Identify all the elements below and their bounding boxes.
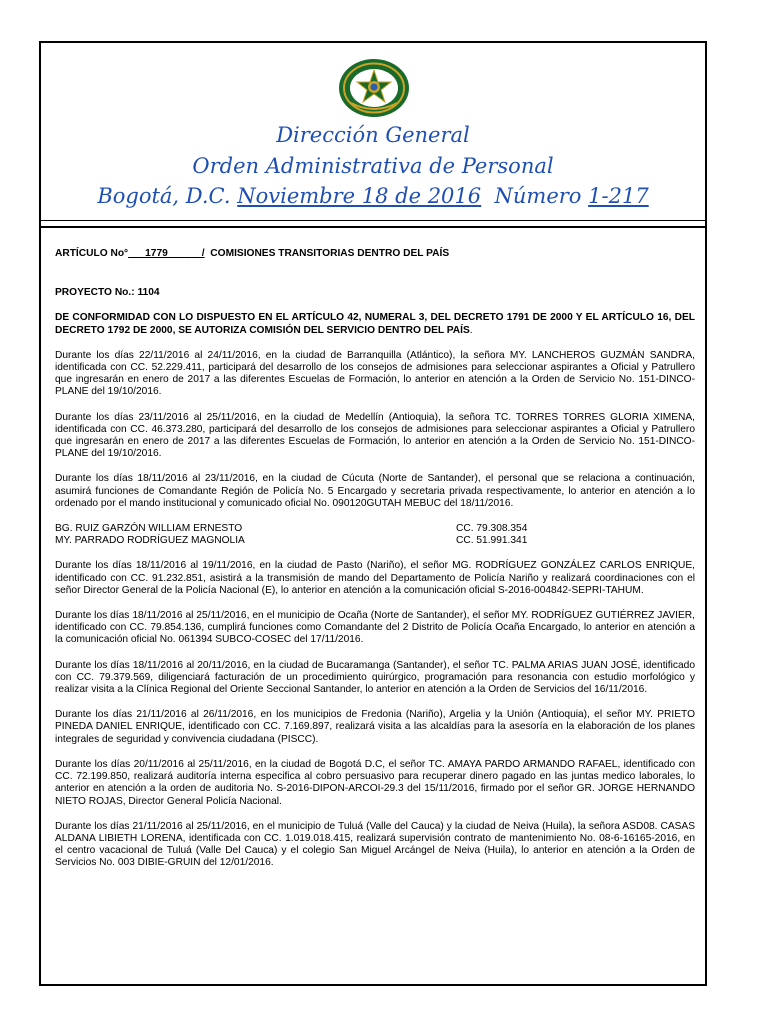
document-body — [55, 248, 695, 883]
article-separator: ___/ — [184, 248, 205, 259]
roster-name: MY. PARRADO RODRÍGUEZ MAGNOLIA — [55, 535, 245, 547]
paragraph: Durante los días 22/11/2016 al 24/11/2016, en la ciudad de Barranquilla (Atlántico), la señora MY. LANCHEROS GUZMÁN SANDRA, identificada con CC. 52.229.411, participará del desarrollo de los consejos de admisiones para seleccionar aspirantes a Oficial y Patrullero que ingresarán en enero de 2017 a las diferentes Escuelas de Formación, lo anterior en atención a la Orden de Servicio No. 151-DINCO-PLANE del 19/10/2016. — [55, 349, 695, 398]
header-number: 1-217 — [588, 184, 649, 208]
paragraph: Durante los días 18/11/2016 al 23/11/2016, en la ciudad de Cúcuta (Norte de Santander), el personal que se relaciona a continuación, asumirá funciones de Comandante Región de Policía No. 5 Encargado y secretaria privada respectivamente, lo anterior en atención a lo ordenado por el mando institucional y comunicado oficial No. 090120GUTAH MEBUC del 18/11/2016. — [55, 473, 695, 509]
header-date-number — [41, 184, 705, 208]
article-number: ___1779___ — [128, 248, 185, 259]
paragraph: Durante los días 21/11/2016 al 26/11/2016, en los municipios de Fredonia (Nariño), Argelia y la Unión (Antioquia), el señor MY. PRIETO PINEDA DANIEL ENRIQUE, identificado con CC. 7.169.897, realizará visita a las alcaldías para la asesoría en la elaboración de los planes integrales de seguridad y convivencia ciudadana (PISCC). — [55, 709, 695, 745]
roster-row — [55, 523, 695, 535]
paragraph: Durante los días 23/11/2016 al 25/11/2016, en la ciudad de Medellín (Antioquia), la señora TC. TORRES TORRES GLORIA XIMENA, identificada con CC. 46.373.280, participará del desarrollo de los consejos de admisiones para seleccionar aspirantes a Oficial y Patrullero que ingresarán en enero de 2017 a las diferentes Escuelas de Formación, lo anterior en atención a la Orden de Servicio No. 151-DINCO-PLANE del 19/10/2016. — [55, 411, 695, 460]
roster-id: CC. 51.991.341 — [456, 535, 528, 547]
roster-row — [55, 535, 695, 547]
document-frame — [39, 41, 707, 986]
header-date: Noviembre 18 de 2016 — [237, 184, 482, 208]
preamble-end: . — [469, 324, 473, 336]
article-heading — [55, 248, 695, 260]
preamble-text: DE CONFORMIDAD CON LO DISPUESTO EN EL ARTÍCULO 42, NUMERAL 3, DEL DECRETO 1791 DE 2000 Y EL ARTÍCULO 16, DEL DECRETO 1792 DE 2000, SE AUTORIZA COMISIÓN DEL SERVICIO DENTRO DEL PAÍS — [55, 312, 695, 336]
header-subtitle: Orden Administrativa de Personal — [192, 154, 554, 178]
article-title: COMISIONES TRANSITORIAS DENTRO DEL PAÍS — [210, 248, 450, 259]
article-label: ARTÍCULO No° — [55, 248, 129, 259]
header-divider — [41, 226, 705, 228]
national-police-seal-icon — [337, 57, 411, 119]
paragraph: Durante los días 20/11/2016 al 25/11/2016, en la ciudad de Bogotá D.C, el señor TC. AMAYA PARDO ARMANDO RAFAEL, identificado con CC. 72.199.850, realizará auditoría interna especifica al cobro persuasivo para recuperar dinero pagado en las juntas medico laborales, lo anterior en atención a la orden de auditoria No. S-2016-DIPON-ARCOI-29.3 del 15/11/2016, firmado por el señor GR. JORGE HERNANDO NIETO ROJAS, Director General Policía Nacional. — [55, 758, 695, 807]
roster-name: BG. RUIZ GARZÓN WILLIAM ERNESTO — [55, 523, 243, 535]
roster-id: CC. 79.308.354 — [456, 523, 528, 535]
header-title: Dirección General — [276, 123, 470, 147]
document-header — [41, 43, 705, 221]
paragraph: Durante los días 18/11/2016 al 19/11/2016, en la ciudad de Pasto (Nariño), el señor MG. RODRÍGUEZ GONZÁLEZ CARLOS ENRIQUE, identificado con CC. 91.232.851, asistirá a la transmisión de mando del Departamento de Policía Nariño y realizará coordinaciones con el señor Director General de la Policía Nacional (E), lo anterior en atención a la comunicación oficial S-2016-004842-SEPRI-TAHUM. — [55, 560, 695, 596]
paragraph: Durante los días 18/11/2016 al 20/11/2016, en la ciudad de Bucaramanga (Santander), el señor TC. PALMA ARIAS JUAN JOSÉ, identificado con CC. 79.379.569, diligenciará facturación de un procedimiento quirúrgico, programación para resonancia con estudio morfológico y realizar visita a la Clínica Regional del Oriente Seccional Santander, lo anterior en atención a la Orden de Servicios del 16/11/2016. — [55, 659, 695, 696]
preamble — [55, 312, 695, 336]
personnel-roster — [55, 523, 695, 547]
header-number-label: Número — [494, 184, 582, 208]
project-number: PROYECTO No.: 1104 — [55, 287, 160, 299]
paragraph: Durante los días 21/11/2016 al 25/11/2016, en el municipio de Tuluá (Valle del Cauca) y la ciudad de Neiva (Huila), la señora ASD08. CASAS ALDANA LIBIETH LORENA, identificada con CC. 1.019.018.415, realizará supervisión contrato de mantenimiento No. 08-6-16165-2016, en el centro vacacional de Tuluá (Valle Del Cauca) y el colegio San Miguel Arcángel de Neiva (Huila), lo anterior en atención a la Orden de Servicios No. 003 DIBIE-GRUIN del 12/01/2016. — [55, 820, 695, 869]
header-city: Bogotá, D.C. — [97, 184, 231, 208]
paragraph: Durante los días 18/11/2016 al 25/11/2016, en el municipio de Ocaña (Norte de Santander), el señor MY. RODRÍGUEZ GUTIÉRREZ JAVIER, identificado con CC. 79.854.136, cumplirá funciones como Comandante del 2 Distrito de Policía Ocaña Encargado, lo anterior en atención a la comunicación oficial No. 061394 SUBCO-COSEC del 17/11/2016. — [55, 610, 695, 646]
